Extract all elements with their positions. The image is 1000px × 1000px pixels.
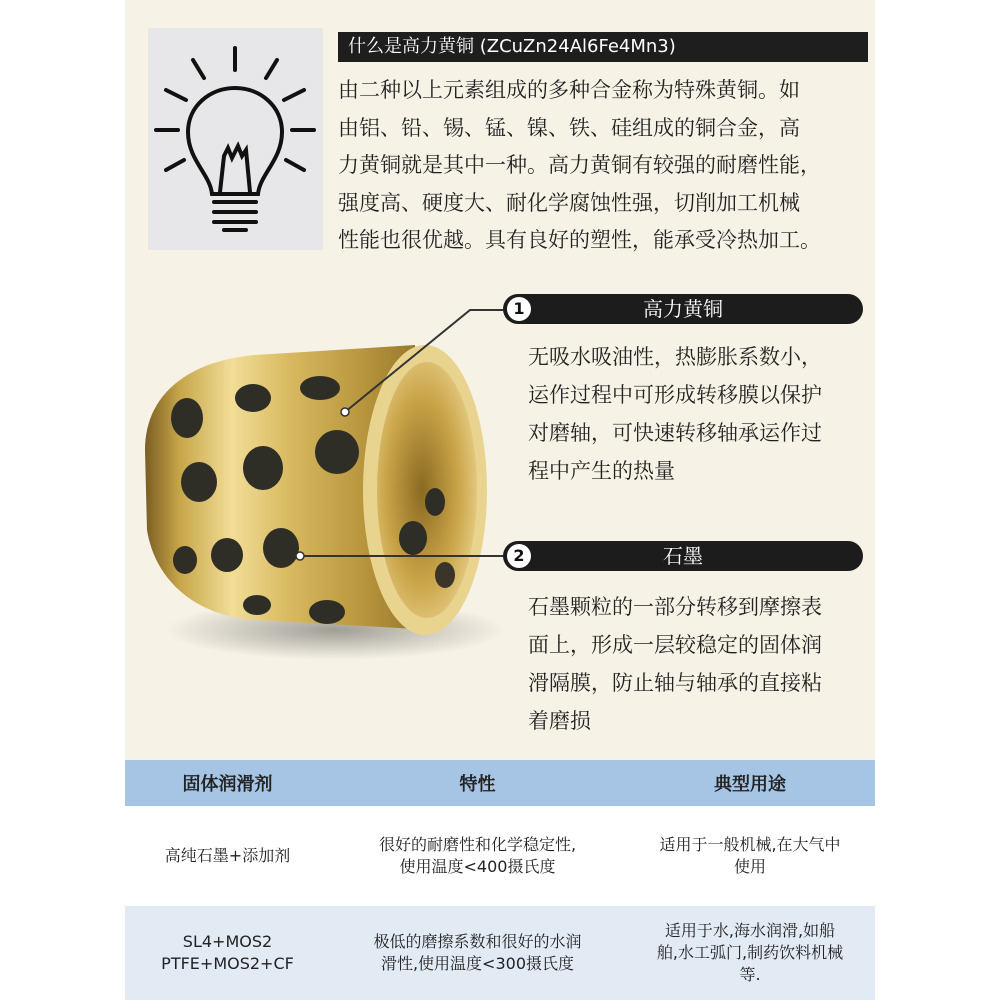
callout-2-line: 着磨损 — [528, 709, 591, 733]
cell-line: 适用于水,海水润滑,如船 — [664, 921, 836, 940]
callout-2-number: 2 — [513, 546, 525, 565]
callout-1-number: 1 — [513, 299, 525, 318]
cell-line: 极低的磨擦系数和很好的水润 — [373, 932, 582, 951]
callout-1-label: 高力黄铜 — [643, 297, 723, 321]
callout-2-line: 石墨颗粒的一部分转移到摩擦表 — [528, 595, 822, 619]
intro-title: 什么是高力黄铜 (ZCuZn24Al6Fe4Mn3) — [338, 32, 868, 62]
column-header-property: 特性 — [330, 760, 625, 806]
intro-line: 由二种以上元素组成的多种合金称为特殊黄铜。如 — [338, 78, 800, 102]
lubricant-table — [125, 760, 875, 1000]
cell-line: SL4+MOS2 — [182, 932, 273, 951]
column-header-lubricant: 固体润滑剂 — [125, 760, 330, 806]
cell-line: 高纯石墨+添加剂 — [164, 846, 291, 865]
callout-2-label: 石墨 — [663, 544, 703, 568]
cell-line: 滑性,使用温度<300摄氏度 — [380, 954, 575, 973]
table-cell-property — [330, 806, 625, 906]
cell-line: 等. — [739, 965, 761, 984]
table-row — [125, 806, 875, 906]
callout-1-line: 程中产生的热量 — [528, 459, 675, 483]
cell-line: 适用于一般机械,在大气中 — [659, 835, 841, 854]
cell-line: 使用 — [733, 857, 766, 876]
callout-2-line: 面上，形成一层较稳定的固体润 — [528, 633, 822, 657]
callout-1-bar — [503, 294, 863, 324]
table-cell-property — [330, 906, 625, 1000]
intro-line: 强度高、硬度大、耐化学腐蚀性强，切削加工机械 — [338, 190, 800, 215]
cell-line: 舶,水工弧门,制药饮料机械 — [656, 943, 844, 962]
intro-line: 性能也很优越。具有良好的塑性，能承受冷热加工。 — [338, 228, 821, 252]
table-header-row — [125, 760, 875, 806]
intro-line: 由铝、铅、锡、锰、镍、铁、硅组成的铜合金，高 — [338, 115, 800, 140]
callout-2-line: 滑隔膜，防止轴与轴承的直接粘 — [528, 671, 822, 695]
table-cell-lubricant — [125, 806, 330, 906]
callout-1-line: 对磨轴，可快速转移轴承运作过 — [528, 421, 822, 445]
table-cell-usage — [625, 906, 875, 1000]
column-header-usage: 典型用途 — [625, 760, 875, 806]
intro-line: 力黄铜就是其中一种。高力黄铜有较强的耐磨性能， — [338, 153, 821, 177]
table-row — [125, 906, 875, 1000]
callout-2-description — [528, 588, 868, 740]
cell-line: 很好的耐磨性和化学稳定性, — [378, 835, 577, 854]
cell-line: 使用温度<400摄氏度 — [399, 857, 556, 876]
callout-2-bar — [503, 541, 863, 571]
table-cell-usage — [625, 806, 875, 906]
callout-1-description — [528, 338, 868, 490]
callout-1-line: 运作过程中可形成转移膜以保护 — [528, 383, 822, 407]
cell-line: PTFE+MOS2+CF — [161, 954, 294, 973]
callout-1-line: 无吸水吸油性，热膨胀系数小， — [528, 345, 822, 369]
table-cell-lubricant — [125, 906, 330, 1000]
